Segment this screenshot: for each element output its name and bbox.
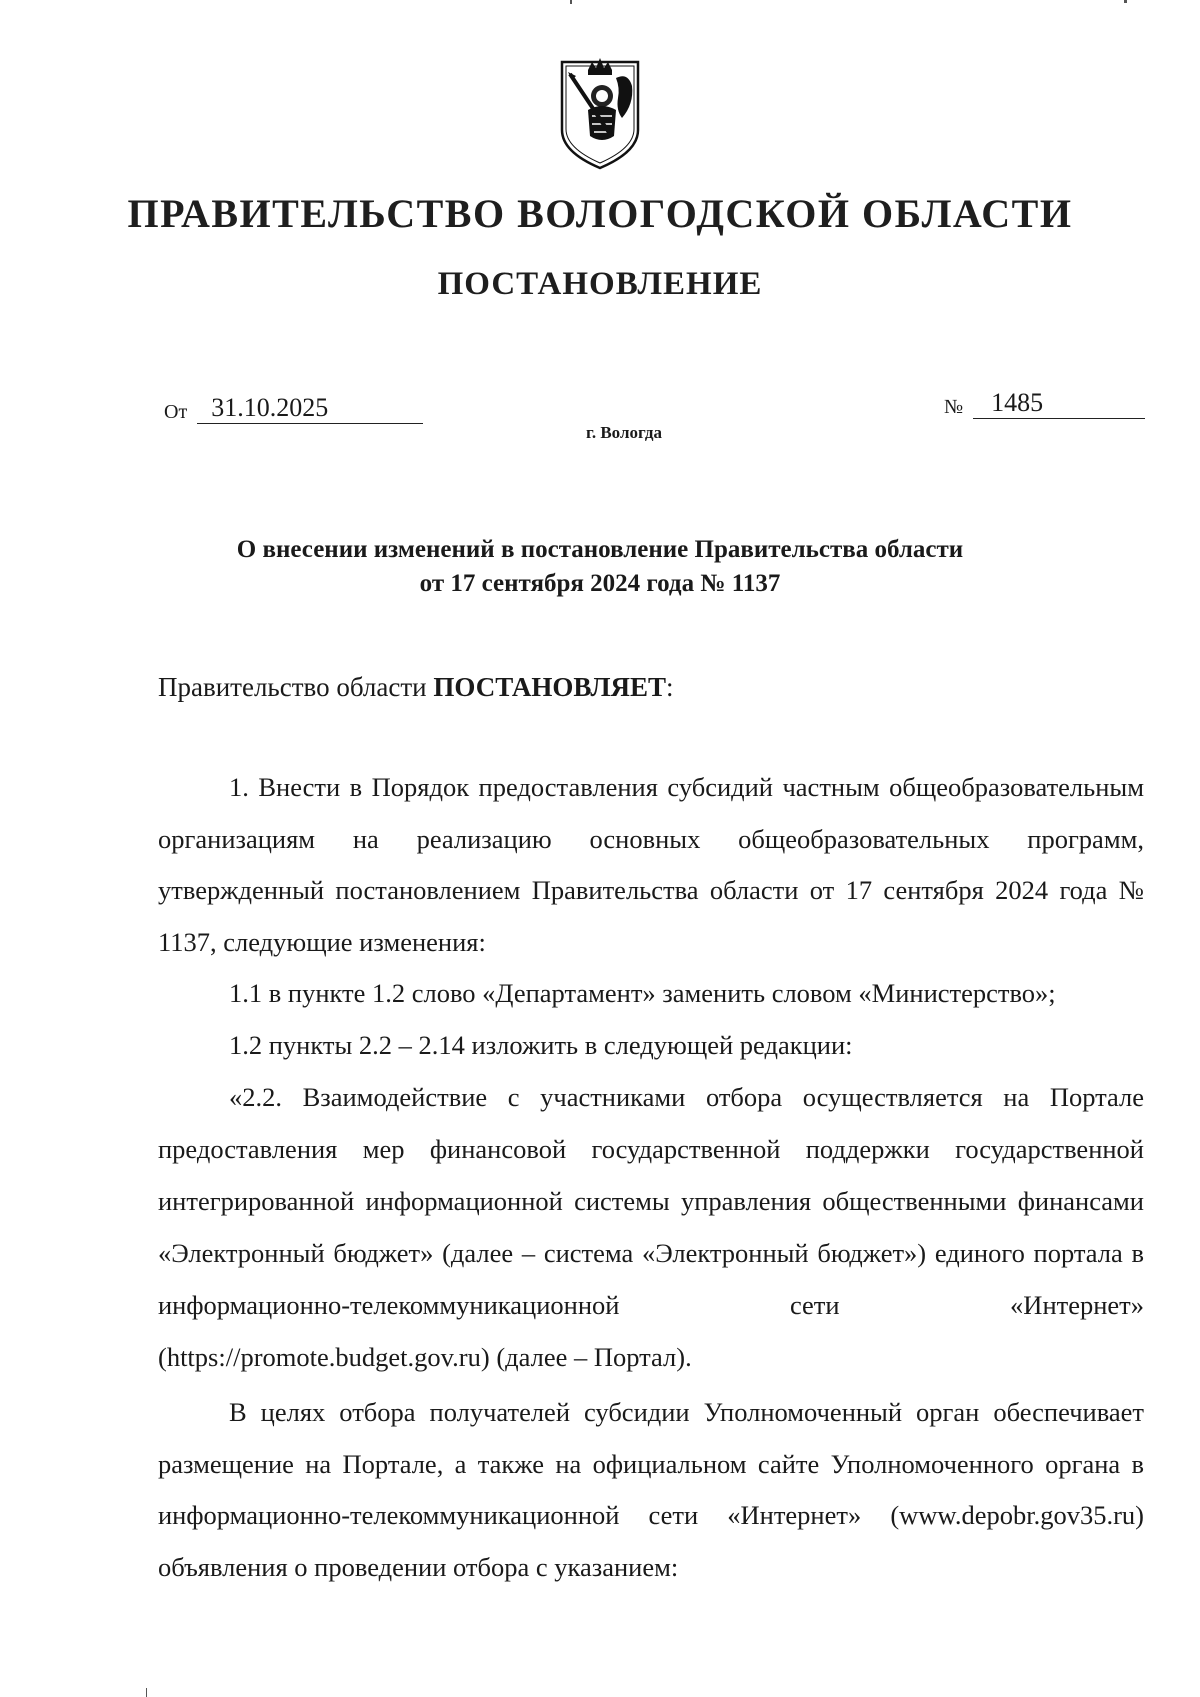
paragraph: 1. Внести в Порядок предоставления субсидий частным общеобразовательным организациям на реализацию основных общеобразовательных программ, утвержденный постановлением Правительства области от 17 сентября 2024 года № 1137, следующие изменения: [158,772,1144,957]
date-field [164,393,423,424]
coat-of-arms-emblem [558,52,642,170]
subject-line-2: от 17 сентября 2024 года № 1137 [419,570,781,597]
document-type: ПОСТАНОВЛЕНИЕ [437,266,763,302]
document-body [158,762,1144,1593]
preamble-colon: : [665,672,674,702]
government-title: ПРАВИТЕЛЬСТВО ВОЛОГОДСКОЙ ОБЛАСТИ [127,191,1073,236]
scan-mark [146,1688,147,1697]
document-subject [140,533,1060,601]
preamble-text: Правительство области [158,672,434,702]
subject-line-1: О внесении изменений в постановление Правительства области [236,536,964,563]
paragraph: В целях отбора получателей субсидии Уполномоченный орган обеспечивает размещение на Портале, а также на официальном сайте Уполномоченного органа в информационно-телекоммуникационной сети «Интернет» (www.depobr.gov35.ru) объявления о проведении отбора с указанием: [158,1397,1144,1582]
document-number: 1485 [973,388,1145,419]
scan-mark [570,0,572,4]
scan-mark [1124,0,1127,3]
preamble [158,672,674,703]
paragraph: «2.2. Взаимодействие с участниками отбора осуществляется на Портале предоставления мер финансовой государственной поддержки государственной интегрированной информационной системы управления общественными финансами «Электронный бюджет» (далее – система «Электронный бюджет») единого портала в информационно-телекоммуникационной сети «Интернет» (https://promote.budget.gov.ru) (далее – Портал). [158,1082,1144,1372]
number-prefix: № [944,396,964,418]
date-prefix: От [164,401,188,423]
paragraph: 1.2 пункты 2.2 – 2.14 изложить в следующей редакции: [229,1029,853,1060]
paragraph: 1.1 в пункте 1.2 слово «Департамент» заменить словом «Министерство»; [229,978,1056,1008]
preamble-bold: ПОСТАНОВЛЯЕТ [433,672,666,702]
number-field [944,388,1145,419]
document-date: 31.10.2025 [197,393,423,424]
city-label: г. Вологда [586,423,662,442]
